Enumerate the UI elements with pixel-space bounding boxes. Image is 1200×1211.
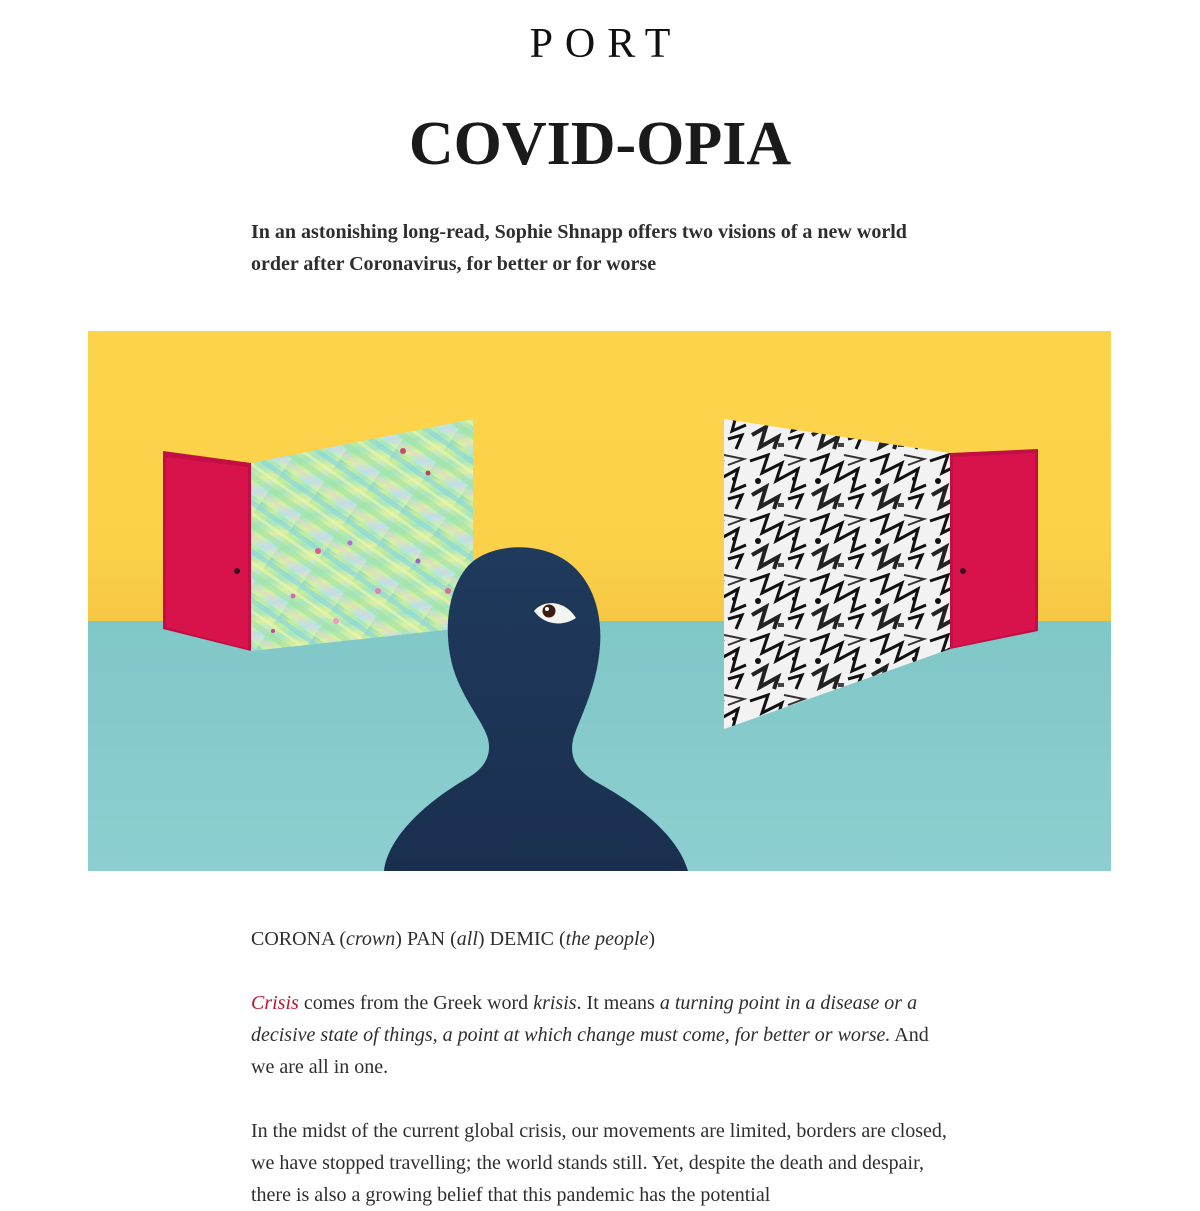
article-title: COVID-OPIA [408,110,792,178]
body-paragraph: In the midst of the current global crisis, our movements are limited, borders are closed, we have stopped travelling; the world stands still. Yet, despite the death and despair, there is also a growing belief that this pandemic has the potential [251,1120,947,1206]
port-logo[interactable]: PORT [529,21,683,67]
etymology-paragraph: CORONA (crown) PAN (all) DEMIC (the people) [251,928,656,950]
crisis-link[interactable]: Crisis [251,992,299,1014]
crisis-paragraph: Crisis comes from the Greek word krisis. It means a turning point in a disease or a decisive state of things, a point at which change must come, for better or worse. And we are all in one. [251,992,929,1078]
left-door [166,457,248,649]
hero-illustration [88,331,1111,871]
article-standfirst: In an astonishing long-read, Sophie Shnapp offers two visions of a new world order after Coronavirus, for better or for worse [251,221,907,275]
right-door [953,453,1035,647]
right-door-knob [960,568,966,574]
left-door-knob [234,568,240,574]
